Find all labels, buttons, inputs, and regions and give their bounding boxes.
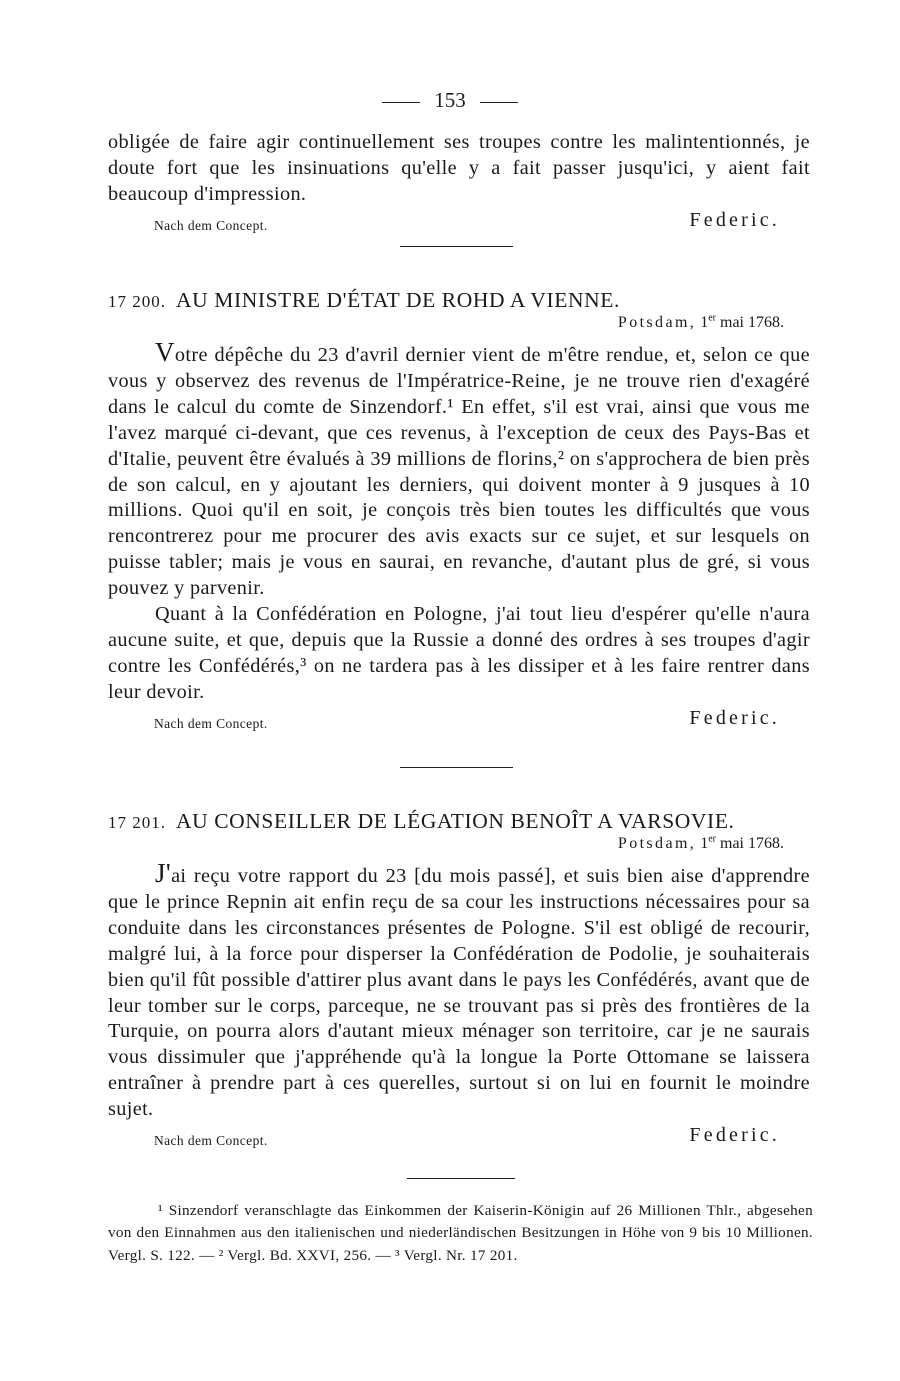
letter-title: AU MINISTRE D'ÉTAT DE ROHD A VIENNE.	[176, 288, 620, 312]
letter-17201	[108, 809, 810, 1151]
footnote-text: ¹ Sinzendorf veranschlagte das Einkommen der Kaiserin-Königin auf 26 Millionen Thlr., abgesehen von den Einnahmen aus den italienischen und niederländischen Besitzungen in Höhe von 9 bis 10 Millionen. Vergl. S. 122. — ² Vergl. Bd. XXVI, 256. — ³ Vergl. Nr. 17 201.	[108, 1202, 813, 1264]
source-note: Nach dem Concept.	[154, 217, 268, 233]
letter-dateline	[108, 314, 810, 340]
letter-paragraph: Votre dépêche du 23 d'avril dernier vient de m'être rendue, et, selon ce que vous y observez des revenus de l'Impératrice-Reine, je ne trouve rien d'exagéré dans le calcul du comte de Sinzendorf.¹ En effet, s'il est vrai, ainsi que vous me l'avez marqué ci-devant, que ces revenus, à l'exception de ceux des Pays-Bas et d'Italie, peuvent être évalués à 39 millions de florins,² on s'approchera de bien près de son calcul, en y ajoutant les derniers, qui doivent monter à 9 jusques à 10 millions. Quoi qu'il en soit, je conçois très bien toutes les difficultés que vous rencontrerez pour me procurer des avis exacts sur ce sujet, et sur lesquels on puisse tabler; mais je vous en saurai, en revanche, d'autant plus de gré, si vous pouvez y parvenir.	[108, 337, 810, 600]
header-dash-left	[382, 102, 420, 103]
letter-number: 17 201.	[108, 813, 166, 832]
letter-17200	[108, 288, 810, 734]
source-note: Nach dem Concept.	[154, 715, 268, 731]
section-divider	[400, 246, 513, 247]
source-note: Nach dem Concept.	[154, 1133, 268, 1149]
signature: Federic.	[689, 208, 780, 231]
signature: Federic.	[689, 706, 780, 729]
letter-closing	[108, 1123, 810, 1151]
section-divider	[400, 767, 513, 768]
page-number: 153	[434, 88, 466, 112]
letter-date: mai 1768.	[720, 835, 784, 852]
signature: Federic.	[689, 1124, 780, 1147]
continuation-block	[108, 130, 810, 236]
letter-heading	[108, 809, 810, 834]
letter-number: 17 200.	[108, 292, 166, 311]
letter-day-suffix: er	[708, 833, 716, 845]
footnote-divider	[407, 1178, 515, 1179]
letter-day: 1	[700, 835, 709, 852]
letter-paragraph: J'ai reçu votre rapport du 23 [du mois passé], et suis bien aise d'apprendre que le prince Repnin ait enfin reçu de sa cour les instructions nécessaires pour sa conduite dans les circonstances présentes de Pologne. S'il est obligé de recourir, malgré lui, à la force pour disperser la Confédération de Podolie, je souhaiterais bien qu'il fût possible d'attirer plus avant dans le pays les Confédérés, avant que de leur tomber sur le corps, parceque, ne se trouvant pas si près des frontières de la Turquie, on pourra alors d'autant mieux ménager son territoire, car je ne saurais vous dissimuler que j'appréhende qu'à la longue la Porte Ottomane se laissera entraîner à prendre part à ces querelles, surtout si on lui en fournit le moindre sujet.	[108, 858, 810, 1121]
letter-place: Potsdam,	[617, 314, 697, 331]
letter-place: Potsdam,	[617, 835, 697, 852]
letter-heading	[108, 288, 810, 313]
footnotes	[108, 1200, 813, 1267]
letter-closing	[108, 706, 810, 734]
letter-date: mai 1768.	[720, 314, 784, 331]
letter-paragraph: Quant à la Confédération en Pologne, j'ai tout lieu d'espérer qu'elle n'aura aucune suite, et que, depuis que la Russie a donné des ordres à ses troupes d'agir contre les Confédérés,³ on ne tardera pas à les dissiper et à les faire rentrer dans leur devoir.	[108, 603, 810, 703]
letter-dateline	[108, 835, 810, 861]
page-header	[0, 88, 900, 113]
continuation-closing	[108, 208, 810, 236]
letter-day-suffix: er	[708, 312, 716, 324]
header-dash-right	[480, 102, 518, 103]
continuation-paragraph: obligée de faire agir continuellement ses troupes contre les malintentionnés, je doute fort que les insinuations qu'elle y a fait passer jusqu'ici, y aient fait beaucoup d'impression.	[108, 131, 810, 205]
letter-day: 1	[700, 314, 709, 331]
letter-title: AU CONSEILLER DE LÉGATION BENOÎT A VARSOVIE.	[176, 809, 735, 833]
